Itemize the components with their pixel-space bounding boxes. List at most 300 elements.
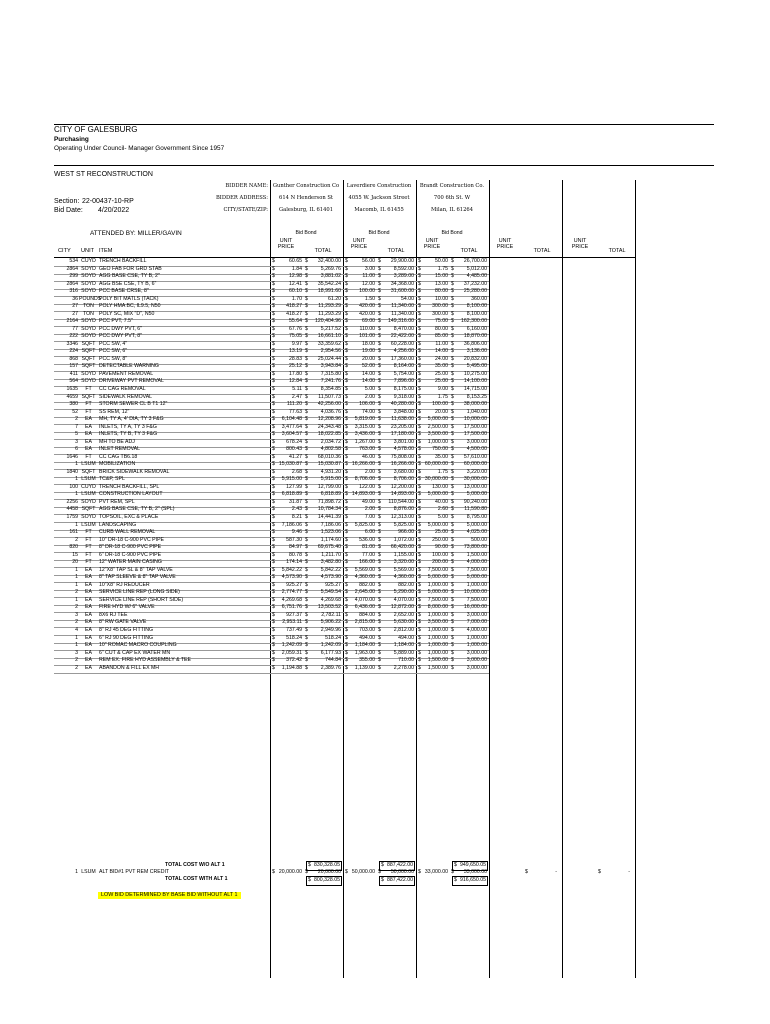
- dollar-sign: $: [305, 370, 308, 377]
- item-description: CC CAG TB6.18: [99, 453, 138, 460]
- dollar-sign: $: [378, 408, 381, 415]
- line-total: 5,000.00: [466, 521, 487, 528]
- unit-price: 5,915.00: [281, 476, 302, 483]
- line-total: 7,315.80: [320, 370, 341, 377]
- dollar-sign: $: [418, 642, 421, 649]
- unit-price: 1.75: [437, 265, 448, 272]
- line-total: 13,000.00: [463, 483, 487, 490]
- dollar-sign: $: [272, 596, 275, 603]
- item-qty: 1646: [66, 453, 78, 460]
- dollar-sign: $: [418, 498, 421, 505]
- dollar-sign: $: [345, 355, 348, 362]
- dollar-sign: $: [378, 604, 381, 611]
- dollar-sign: $: [345, 370, 348, 377]
- line-total: 12,799.00: [317, 483, 341, 490]
- item-description: TOPSOIL, EXC & PLACE: [99, 514, 159, 521]
- unit-price: 5,569.00: [354, 566, 375, 573]
- unit-price: 8,706.00: [354, 476, 375, 483]
- unit-price: 90.00: [435, 544, 448, 551]
- line-total: 3,801.00: [393, 438, 414, 445]
- unit-price-header: UNIT PRICE: [277, 238, 295, 250]
- item-description: MH, TY A, 4' DIA, TY 3 F&G: [99, 416, 164, 423]
- total-with-alt-label: TOTAL COST WITH ALT 1: [165, 876, 228, 882]
- total-wo-alt-value: 949,650.05: [460, 862, 486, 868]
- line-total: 18,870.00: [463, 333, 487, 340]
- dollar-sign: $: [451, 303, 454, 310]
- dollar-sign: $: [272, 506, 275, 513]
- line-total: 3,943.84: [320, 363, 341, 370]
- item-description: SERVICE LINE REP (LONG SIDE): [99, 589, 180, 596]
- unit-price: 7,500.00: [427, 596, 448, 603]
- unit-price: 80.78: [289, 551, 302, 558]
- dollar-sign: $: [345, 566, 348, 573]
- unit-price: 372.42: [286, 657, 302, 664]
- line-total: 8,592.00: [393, 265, 414, 272]
- line-total: 360.00: [471, 295, 487, 302]
- dollar-sign: $: [378, 619, 381, 626]
- dollar-sign: $: [305, 581, 308, 588]
- item-description: INLET REMOVAL: [99, 446, 141, 453]
- low-bid-note: LOW BID DETERMINED BY BASE BID WITHOUT ALT 1: [98, 892, 241, 899]
- item-unit: SQFT: [81, 363, 96, 370]
- unit-price: 74.00: [362, 408, 375, 415]
- item-unit: EA: [85, 649, 92, 656]
- dollar-sign: $: [451, 514, 454, 521]
- dollar-sign: $: [345, 491, 348, 498]
- item-qty: 27: [72, 310, 78, 317]
- unit-price: 1,000.00: [427, 438, 448, 445]
- dollar-sign: $: [451, 340, 454, 347]
- dollar-sign: $: [345, 589, 348, 596]
- item-unit: FT: [85, 559, 92, 566]
- dollar-sign: $: [345, 416, 348, 423]
- dollar-sign: $: [454, 877, 457, 883]
- dollar-sign: $: [451, 506, 454, 513]
- dollar-sign: $: [451, 438, 454, 445]
- item-unit: LSUM: [81, 521, 96, 528]
- unit-price: 4,573.90: [281, 574, 302, 581]
- dollar-sign: $: [378, 303, 381, 310]
- line-total: 16,266.00: [390, 461, 414, 468]
- item-unit: EA: [85, 657, 92, 664]
- item-qty: 224: [69, 348, 78, 355]
- dollar-sign: $: [345, 544, 348, 551]
- dollar-sign: $: [451, 536, 454, 543]
- line-total: 23,205.00: [390, 423, 414, 430]
- line-total: 4,269.68: [320, 596, 341, 603]
- dollar-sign: $: [378, 544, 381, 551]
- line-total: 35,542.24: [317, 280, 341, 287]
- unit-price: 2.47: [291, 393, 302, 400]
- line-total: 11,590.80: [464, 506, 487, 513]
- unit-price: 85.00: [435, 333, 448, 340]
- dollar-sign: $: [451, 483, 454, 490]
- dollar-sign: $: [305, 574, 308, 581]
- line-total: 7,500.00: [466, 566, 487, 573]
- unit-price: 15.00: [435, 273, 448, 280]
- line-total: 68,010.36: [317, 453, 341, 460]
- item-qty: 100: [69, 483, 78, 490]
- unit-price: 518.24: [286, 634, 302, 641]
- item-qty: 3: [75, 438, 78, 445]
- unit-price: 80.00: [435, 288, 448, 295]
- item-qty: 2: [75, 664, 78, 671]
- item-unit: EA: [85, 416, 92, 423]
- dollar-sign: $: [305, 310, 308, 317]
- dollar-sign: $: [451, 280, 454, 287]
- line-total: 66,420.00: [390, 544, 414, 551]
- unit-price: 20.00: [435, 408, 448, 415]
- unit-price: 1,500.00: [427, 657, 448, 664]
- line-total: 10,784.34: [317, 506, 341, 513]
- dollar-sign: $: [345, 446, 348, 453]
- dollar-sign: $: [378, 453, 381, 460]
- dollar-sign: $: [418, 370, 421, 377]
- dollar-sign: $: [378, 431, 381, 438]
- line-total: 8,470.00: [393, 325, 414, 332]
- unit-price-header: UNIT PRICE: [423, 238, 441, 250]
- line-total: 1,155.00: [393, 551, 414, 558]
- dollar-sign: $: [345, 476, 348, 483]
- dollar-sign: $: [345, 611, 348, 618]
- unit-price: 13.19: [289, 348, 302, 355]
- item-unit: FT: [85, 544, 92, 551]
- dollar-sign: $: [418, 416, 421, 423]
- line-total: 11,507.73: [318, 393, 341, 400]
- dollar-sign: $: [272, 566, 275, 573]
- unit-price: 49.00: [362, 498, 375, 505]
- item-unit: SOYD: [81, 288, 96, 295]
- line-total: 29,900.00: [390, 258, 414, 264]
- line-total: 4,931.20: [320, 468, 341, 475]
- dollar-sign: $: [345, 461, 348, 468]
- dollar-sign: $: [345, 386, 348, 392]
- item-qty: 820: [69, 544, 78, 551]
- dollar-sign: $: [381, 862, 384, 868]
- dollar-sign: $: [451, 378, 454, 385]
- unit-price: 703.00: [359, 626, 375, 633]
- line-total: 3,680.00: [393, 468, 414, 475]
- line-total: 494.00: [398, 634, 414, 641]
- unit-price: 14.00: [435, 348, 448, 355]
- item-qty: 2164: [66, 318, 78, 325]
- line-total: 42,256.00: [317, 401, 341, 408]
- unit-price: 25.00: [435, 378, 448, 385]
- dollar-sign: $: [272, 634, 275, 641]
- item-unit: SOYD: [81, 265, 96, 272]
- unit-price: 250.00: [432, 536, 448, 543]
- dollar-sign: $: [345, 431, 348, 438]
- dollar-sign: $: [272, 536, 275, 543]
- unit-price: 3,500.00: [427, 431, 448, 438]
- dollar-sign: $: [451, 559, 454, 566]
- unit-price: 3.00: [364, 265, 375, 272]
- item-qty: 4458: [66, 506, 78, 513]
- item-description: PCC SW, 6": [99, 348, 128, 355]
- unit-price: 5,000.00: [427, 491, 448, 498]
- line-total: 10,275.00: [463, 370, 487, 377]
- section-label: Section:: [54, 198, 80, 205]
- line-total: 3,000.00: [466, 664, 487, 671]
- dollar-sign: $: [451, 551, 454, 558]
- unit-price: 2.60: [437, 506, 448, 513]
- dollar-sign: $: [378, 468, 381, 475]
- line-total: 3,482.80: [320, 559, 341, 566]
- item-qty: 1: [75, 461, 78, 468]
- unit-price: 7,186.06: [281, 521, 302, 528]
- line-total: 5,906.22: [320, 619, 341, 626]
- item-qty: 5: [75, 431, 78, 438]
- unit-price: 418.27: [286, 303, 302, 310]
- item-description: PCC DWY PVT, 6": [99, 325, 142, 332]
- line-total: 15,030.87: [317, 461, 341, 468]
- line-total: 149,316.00: [388, 318, 414, 325]
- dollar-sign: $: [418, 461, 421, 468]
- dollar-sign: $: [451, 619, 454, 626]
- dollar-sign: $: [451, 408, 454, 415]
- item-unit: EA: [85, 589, 92, 596]
- dollar-sign: $: [305, 498, 308, 505]
- item-qty: 1: [75, 574, 78, 581]
- dollar-sign: $: [451, 498, 454, 505]
- dollar-sign: $: [345, 348, 348, 355]
- dollar-sign: $: [272, 408, 275, 415]
- unit-price: 2,059.31: [281, 649, 302, 656]
- dollar-sign: $: [451, 401, 454, 408]
- dollar-sign: $: [345, 303, 348, 310]
- item-unit: EA: [85, 634, 92, 641]
- line-total: 3,220.00: [466, 468, 487, 475]
- line-total: 2,652.00: [393, 611, 414, 618]
- line-total: 10,000.00: [463, 589, 487, 596]
- dollar-sign: $: [272, 325, 275, 332]
- total-wo-alt-label: TOTAL COST W/O ALT 1: [165, 862, 225, 868]
- government-note: Operating Under Council- Manager Government Since 1957: [54, 145, 225, 152]
- item-qty: 52: [72, 408, 78, 415]
- line-total: 4,036.76: [320, 408, 341, 415]
- item-description: DRIVEWAY PVT REMOVAL: [99, 378, 164, 385]
- line-total: 8,153.25: [466, 393, 487, 400]
- dollar-sign: $: [272, 498, 275, 505]
- line-total: 8,795.00: [466, 514, 487, 521]
- unit-price: 1,000.00: [427, 649, 448, 656]
- item-description: 8" RW GATE VALVE: [99, 619, 147, 626]
- alt-qty: 1: [75, 869, 78, 875]
- dollar-sign: $: [345, 273, 348, 280]
- dollar-sign: $: [451, 468, 454, 475]
- dollar-sign: $: [305, 544, 308, 551]
- unit-price: 2,500.00: [427, 423, 448, 430]
- dollar-sign: $: [272, 574, 275, 581]
- dollar-sign: $: [305, 657, 308, 664]
- line-total: 14,893.00: [390, 491, 414, 498]
- line-total: 5,269.76: [320, 265, 341, 272]
- line-total: 162,300.00: [461, 318, 487, 325]
- item-description: TRENCH BACKFILL: [99, 258, 147, 264]
- dollar-sign: $: [272, 393, 275, 400]
- dollar-sign: $: [305, 438, 308, 445]
- dollar-sign: $: [305, 273, 308, 280]
- col-sep-3: [416, 180, 417, 978]
- item-unit: EA: [85, 626, 92, 633]
- unit-price: 1,184.00: [354, 642, 375, 649]
- dollar-sign: $: [418, 295, 421, 302]
- item-qty: 1: [75, 521, 78, 528]
- dollar-sign: $: [378, 581, 381, 588]
- item-qty: 20: [72, 559, 78, 566]
- dollar-sign: $: [418, 265, 421, 272]
- line-total: 882.00: [398, 581, 414, 588]
- bidder-1-name: Gunther Construction Co: [272, 183, 340, 189]
- line-total: 8,354.85: [320, 386, 341, 392]
- dollar-sign: $: [305, 596, 308, 603]
- line-total: 4,500.00: [466, 446, 487, 453]
- dollar-sign: $: [451, 634, 454, 641]
- item-unit: EA: [85, 438, 92, 445]
- dollar-sign: $: [378, 461, 381, 468]
- dollar-sign: $: [418, 446, 421, 453]
- line-total: 17,500.00: [463, 423, 487, 430]
- line-total: 3,289.00: [393, 273, 414, 280]
- item-description: DETECTABLE WARNING: [99, 363, 159, 370]
- dollar-sign: $: [305, 446, 308, 453]
- line-total: 17,180.00: [390, 431, 414, 438]
- dollar-sign: $: [272, 521, 275, 528]
- line-total: 5,915.00: [320, 476, 341, 483]
- item-qty: 2256: [66, 498, 78, 505]
- dollar-sign: $: [451, 416, 454, 423]
- col-sep-6: [635, 180, 636, 978]
- bidder-2-bond: Bid Bond: [368, 230, 390, 236]
- line-total: 1,040.00: [466, 408, 487, 415]
- dollar-sign: $: [345, 626, 348, 633]
- line-total: 26,700.00: [463, 258, 487, 264]
- unit-price: 106.00: [359, 401, 375, 408]
- dollar-sign: $: [345, 483, 348, 490]
- unit-price: 1,000.00: [427, 611, 448, 618]
- dollar-sign: $: [418, 401, 421, 408]
- unit-price: 17.80: [289, 370, 302, 377]
- dollar-sign: $: [418, 566, 421, 573]
- bidder-1-city: Galesburg, IL 61401: [278, 207, 334, 213]
- item-unit: EA: [85, 611, 92, 618]
- item-description: 8X6 RJ TEE: [99, 611, 128, 618]
- unit-price: 25.00: [435, 370, 448, 377]
- dollar-sign: $: [345, 295, 348, 302]
- item-description: INLETS, TY B, TY 3 F&G: [99, 431, 158, 438]
- line-total: 518.24: [325, 634, 341, 641]
- dollar-sign: $: [272, 657, 275, 664]
- unit-price: 19.00: [362, 348, 375, 355]
- dollar-sign: $: [451, 325, 454, 332]
- unit-price: 2,774.77: [281, 589, 302, 596]
- dollar-sign: $: [378, 333, 381, 340]
- line-total: 7,186.06: [320, 521, 341, 528]
- bidder-2-name: Laverdiere Construction: [346, 183, 412, 189]
- dollar-sign: $: [451, 423, 454, 430]
- dollar-sign: $: [378, 416, 381, 423]
- header-mid-rule: [54, 165, 714, 166]
- line-total: 2,954.56: [320, 348, 341, 355]
- line-total: 5,217.52: [320, 325, 341, 332]
- dollar-sign: $: [418, 378, 421, 385]
- dollar-sign: $: [378, 596, 381, 603]
- item-description: AGG BSE CSE, TY B, 6": [99, 280, 157, 287]
- total-with-alt-value: 916,650.05: [460, 877, 486, 883]
- dollar-sign: $: [272, 273, 275, 280]
- line-total: 120,404.96: [315, 318, 341, 325]
- col-sep-5: [562, 180, 563, 978]
- dollar-sign: $: [378, 280, 381, 287]
- dollar-sign: $: [305, 258, 308, 264]
- line-total: 2,034.72: [320, 438, 341, 445]
- dollar-sign: $: [451, 521, 454, 528]
- alt-unit-price: 50,000.00: [351, 869, 375, 875]
- item-unit: EA: [85, 604, 92, 611]
- dollar-sign: $: [272, 340, 275, 347]
- unit-price: 12.00: [362, 280, 375, 287]
- dollar-sign: $: [305, 453, 308, 460]
- dollar-sign: $: [451, 604, 454, 611]
- dollar-sign: $: [378, 657, 381, 664]
- unit-price: 1,500.00: [427, 664, 448, 671]
- dollar-sign: $: [418, 310, 421, 317]
- unit-price: 60.10: [289, 288, 302, 295]
- line-total: 14,100.00: [463, 378, 487, 385]
- line-total: 11,340.00: [391, 310, 414, 317]
- unit-price: 2,645.00: [354, 589, 375, 596]
- unit-price: 84.97: [289, 544, 302, 551]
- unit-price: 25.00: [435, 529, 448, 536]
- line-total: 500.00: [471, 536, 487, 543]
- item-unit: EA: [85, 596, 92, 603]
- unit-price: 2.00: [364, 506, 375, 513]
- item-qty: 161: [69, 529, 78, 536]
- item-unit: SOYD: [81, 498, 96, 505]
- dollar-sign: $: [272, 869, 275, 875]
- bidder-1-address: 614 N Henderson St: [279, 195, 333, 201]
- unit-price: 8,000.00: [427, 604, 448, 611]
- item-qty: 1: [75, 634, 78, 641]
- unit-price: 18.00: [362, 340, 375, 347]
- dollar-sign: $: [451, 461, 454, 468]
- bidder-city-label: CITY/STATE/ZIP:: [223, 207, 268, 213]
- dollar-sign: $: [345, 581, 348, 588]
- unit-price: 28.83: [289, 355, 302, 362]
- dollar-sign: $: [378, 476, 381, 483]
- item-description: 8" DR-18 C-900 PVC PIPE: [99, 544, 162, 551]
- line-total: 73,800.00: [463, 544, 487, 551]
- unit-price: 3,477.64: [281, 423, 302, 430]
- unit-price: 420.00: [359, 303, 375, 310]
- line-total: 5,012.00: [466, 265, 487, 272]
- line-total: 7,500.00: [466, 596, 487, 603]
- unit-price: 75.00: [435, 318, 448, 325]
- unit-price: 9.46: [291, 529, 302, 536]
- line-total: 11,638.00: [391, 416, 414, 423]
- unit-price: 80.00: [435, 325, 448, 332]
- dollar-sign: $: [378, 295, 381, 302]
- col-sep-2: [343, 180, 344, 978]
- line-total: 4,000.00: [466, 626, 487, 633]
- bidder-2-city: Macomb, IL 61455: [354, 207, 404, 213]
- dollar-sign: $: [418, 363, 421, 370]
- item-unit: EA: [85, 642, 92, 649]
- item-description: POLY SC, MIX "D", N50: [99, 310, 155, 317]
- item-unit: SOYD: [81, 514, 96, 521]
- dollar-sign: $: [378, 446, 381, 453]
- dollar-sign: $: [378, 626, 381, 633]
